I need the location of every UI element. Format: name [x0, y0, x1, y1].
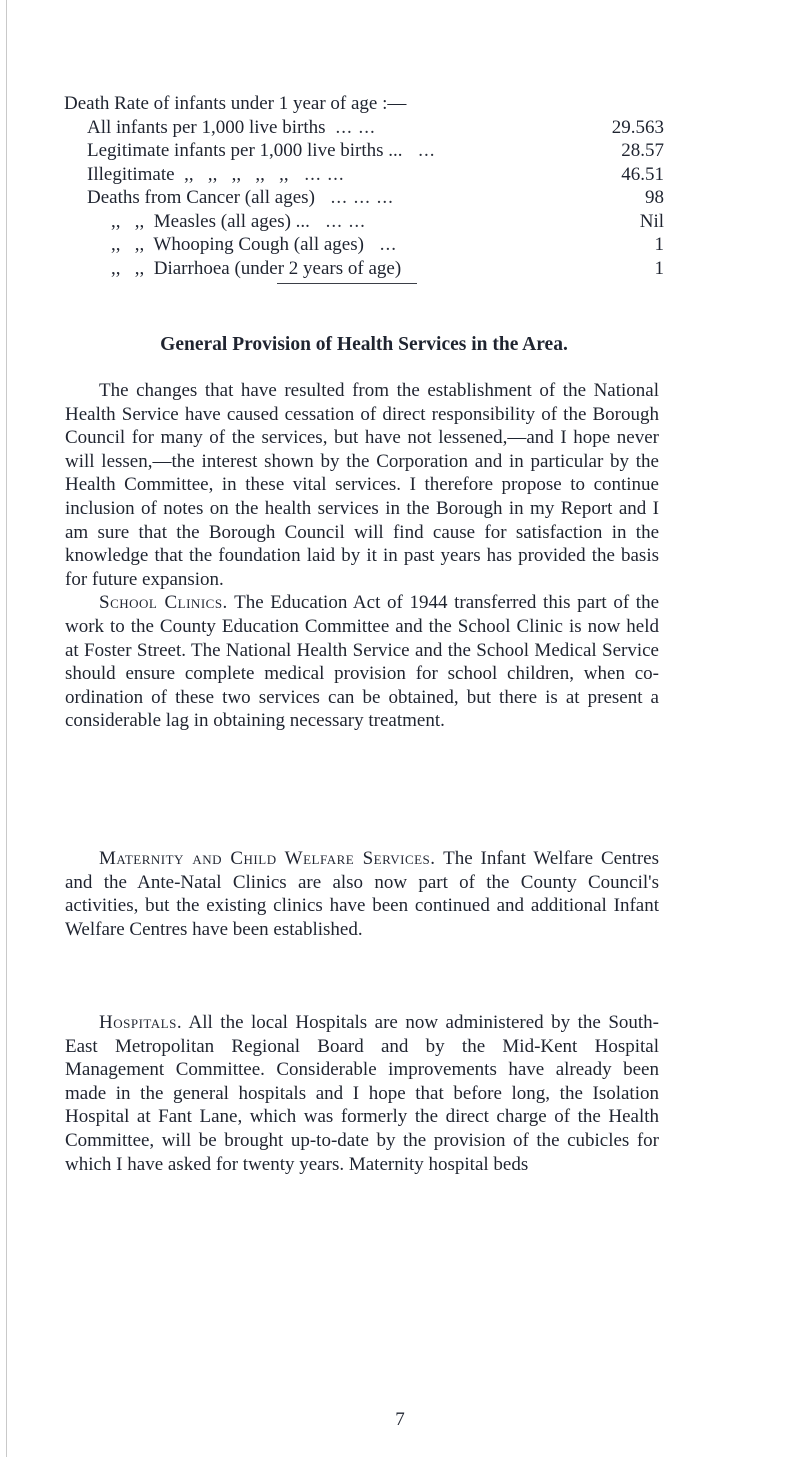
- stat-label: ,, ,, Measles (all ages) ...: [111, 210, 310, 232]
- stat-label: All infants per 1,000 live births: [87, 116, 326, 138]
- leader-dots: ... ... ...: [324, 187, 400, 208]
- paragraph-hospitals: [65, 1011, 659, 1176]
- section-divider: [277, 283, 417, 284]
- leader-dots: ... ...: [335, 116, 382, 138]
- paragraph-text: The Education Act of 1944 transferred this part of the work to the County Education Committee and the School Clinic is now held at Foster Street. The National Health Service and the School Medical Service should ensure complete medical provision for school children, when co-ordination of these two services can be obtained, but there is at present a considerable lag in obtaining necessary treatment.: [65, 592, 660, 732]
- leader-dots: ...: [373, 234, 403, 255]
- body-block-maternity: [65, 847, 659, 941]
- run-in-heading-school-clinics: School Clinics.: [99, 592, 228, 614]
- leader-dots: ... ...: [298, 163, 351, 185]
- stat-row-whooping-cough: [64, 233, 664, 257]
- section-title: General Provision of Health Services in the Area.: [160, 334, 568, 355]
- body-block-intro: [65, 379, 659, 733]
- stat-value: 1: [654, 257, 664, 279]
- stat-row-all-infants: [64, 116, 664, 140]
- stat-row-measles: [64, 210, 664, 234]
- paragraph-intro: The changes that have resulted from the establishment of the National Health Service have caused cessation of direct responsibility of the Borough Council for many of the services, but have not lessened,—and I hope never will lessen,—the interest shown by the Corporation and in particular by the Health Committee, in these vital services. I therefore propose to continue inclusion of notes on the health services in the Borough in my Report and I am sure that the Borough Council will find cause for satisfaction in the knowledge that the foundation laid by it in past years has provided the basis for future expansion.: [65, 380, 659, 590]
- stat-value: 1: [654, 234, 664, 255]
- binding-edge: [6, 0, 7, 1457]
- stat-value: 28.57: [621, 140, 664, 161]
- body-block-hospitals: [65, 1011, 659, 1176]
- stat-value: 46.51: [621, 163, 664, 185]
- paragraph-school-clinics: [65, 591, 659, 733]
- page-number: 7: [395, 1409, 405, 1430]
- paragraph-text: All the local Hospitals are now administered by the South-East Metropolitan Regional Board and by the Mid-Kent Hospital Management Committee. Considerable improvements have already been made in the general hospitals and I hope that before long, the Isolation Hospital at Fant Lane, which was formerly the direct charge of the Health Committee, will be brought up-to-date by the provision of the cubicles for which I have asked for twenty years. Maternity hospital beds: [65, 1012, 659, 1175]
- leader-dots: ...: [412, 140, 442, 161]
- stat-label: Legitimate infants per 1,000 live births ...: [87, 140, 403, 161]
- leader-dots: ... ...: [319, 210, 372, 232]
- stat-label: ,, ,, Whooping Cough (all ages): [111, 234, 364, 255]
- table-heading: Death Rate of infants under 1 year of age :—: [64, 93, 407, 114]
- run-in-heading-hospitals: Hospitals.: [99, 1012, 183, 1033]
- leader-dots: [401, 257, 594, 281]
- infant-death-rate-table: [64, 92, 664, 280]
- stat-row-legitimate: [64, 139, 664, 163]
- stat-label: Illegitimate ,, ,, ,, ,, ,,: [87, 163, 289, 185]
- stat-label: ,, ,, Diarrhoea (under 2 years of age): [111, 257, 402, 279]
- stat-value: Nil: [639, 210, 664, 232]
- stat-row-diarrhoea: [64, 257, 664, 281]
- stat-row-illegitimate: [64, 163, 664, 187]
- stat-row-cancer: [64, 186, 664, 210]
- paragraph-maternity: [65, 847, 659, 941]
- stat-label: Deaths from Cancer (all ages): [87, 187, 315, 208]
- stat-value: 98: [645, 187, 664, 208]
- stat-value: 29.563: [611, 116, 664, 138]
- run-in-heading-maternity: Maternity and Child Welfare Services.: [99, 848, 436, 869]
- paragraph-text: The Infant Welfare Centres and the Ante-Natal Clinics are also now part of the County Council's activities, but the existing clinics have been continued and additional Infant Welfare Centres have been established.: [65, 848, 659, 940]
